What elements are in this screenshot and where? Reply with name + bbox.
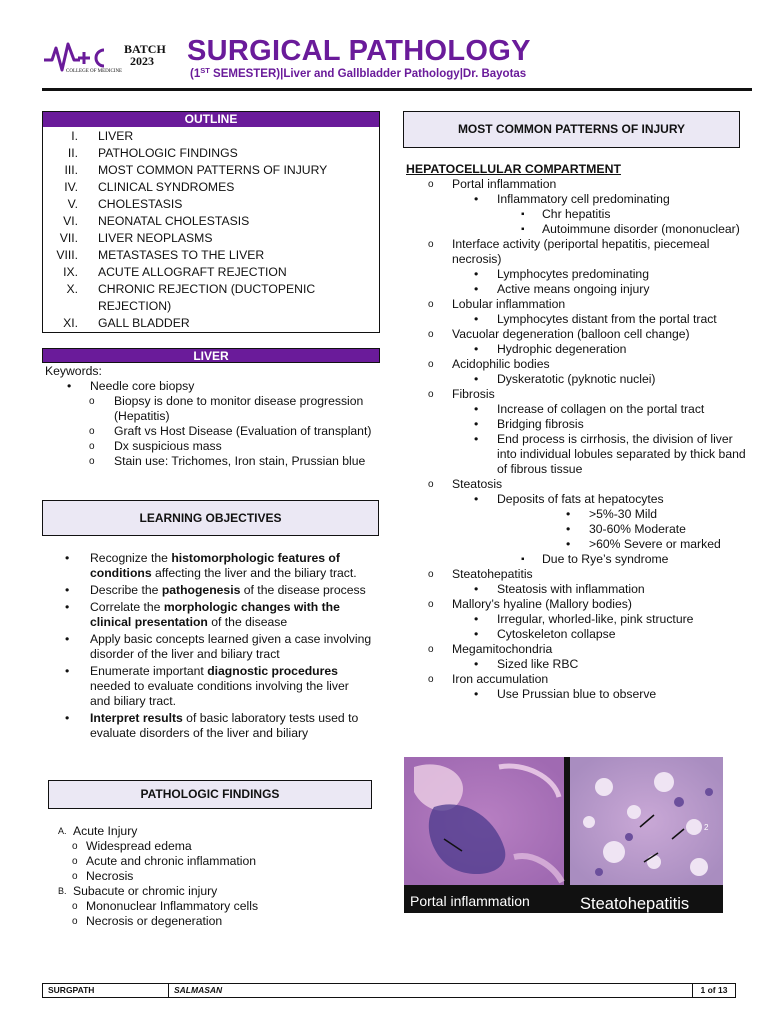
list-item: ▪ Autoimmune disorder (mononuclear) [406, 222, 746, 237]
outline-item-number: V. [67, 197, 78, 211]
micrograph-image [404, 757, 723, 913]
finding-group [58, 824, 378, 839]
objective-item [62, 600, 372, 630]
outline-item-number: II. [67, 146, 78, 160]
outline-item [43, 162, 379, 179]
outline-item [43, 230, 379, 247]
outline-item [43, 315, 379, 332]
outline-item [43, 213, 379, 230]
outline-item [43, 281, 379, 315]
logo-college: COLLEGE OF MEDICINE [66, 69, 123, 74]
outline-item-label: ACUTE ALLOGRAFT REJECTION [98, 265, 287, 279]
list-item: o Megamitochondria [406, 642, 746, 657]
objective-text: of the disease process [240, 583, 366, 597]
outline-item-label: GALL BLADDER [98, 316, 190, 330]
list-item: • Active means ongoing injury [406, 282, 746, 297]
list-item: o Dx suspicious mass [45, 439, 380, 454]
hepatocellular-heading: HEPATOCELLULAR COMPARTMENT [406, 162, 621, 176]
learning-objectives-list [62, 551, 372, 743]
list-item: o Mallory’s hyaline (Mallory bodies) [406, 597, 746, 612]
pathologic-findings-list [58, 824, 378, 929]
outline-item-label: LIVER NEOPLASMS [98, 231, 213, 245]
outline-item [43, 145, 379, 162]
objective-item [62, 551, 372, 581]
list-item: • Sized like RBC [406, 657, 746, 672]
list-item: • Needle core biopsy [45, 379, 380, 394]
list-item: o Steatohepatitis [406, 567, 746, 582]
learning-objectives-title: LEARNING OBJECTIVES [42, 500, 379, 536]
outline-item-number: IV. [64, 180, 78, 194]
page-number: 1 of 13 [700, 985, 728, 995]
list-item: • Increase of collagen on the portal tract [406, 402, 746, 417]
logo-year: 2023 [130, 54, 154, 68]
objective-text: affecting the liver and the biliary tract. [151, 566, 357, 580]
list-item: • >5%-30 Mild [406, 507, 746, 522]
list-item: • Hydrophic degeneration [406, 342, 746, 357]
list-item: o Necrosis or degeneration [58, 914, 378, 929]
logo-batch: BATCH [124, 42, 166, 56]
outline-item [43, 128, 379, 145]
list-item: o Fibrosis [406, 387, 746, 402]
outline-item-label: CHOLESTASIS [98, 197, 183, 211]
outline-item-label: CHRONIC REJECTION (DUCTOPENIC REJECTION) [98, 282, 316, 313]
objective-text: needed to evaluate conditions involving the liver and biliary tract. [90, 679, 349, 708]
finding-marker: A. [58, 826, 67, 836]
objective-text: Describe the [90, 583, 162, 597]
finding-label: Acute Injury [73, 824, 138, 838]
outline-item [43, 196, 379, 213]
list-item: o Biopsy is done to monitor disease progression (Hepatitis) [45, 394, 380, 424]
objective-text: Recognize the [90, 551, 172, 565]
list-item: o Portal inflammation [406, 177, 746, 192]
list-item: • Steatosis with inflammation [406, 582, 746, 597]
objective-emphasis: histomorphologic features of conditions [90, 551, 340, 580]
list-item: • Dyskeratotic (pyknotic nuclei) [406, 372, 746, 387]
outline-item-label: MOST COMMON PATTERNS OF INJURY [98, 163, 328, 177]
outline-item [43, 247, 379, 264]
objective-emphasis: diagnostic procedures [207, 664, 338, 678]
list-item: o Widespread edema [58, 839, 378, 854]
list-item: o Mononuclear Inflammatory cells [58, 899, 378, 914]
histology-micrograph [404, 757, 723, 913]
objective-text: of the disease [207, 615, 288, 629]
liver-title: LIVER [42, 348, 380, 363]
objective-item [62, 583, 372, 598]
finding-marker: B. [58, 886, 67, 896]
micrograph-marker-2: 2 [704, 823, 709, 832]
batch-logo [42, 38, 172, 78]
list-item: o Acidophilic bodies [406, 357, 746, 372]
list-item: • Cytoskeleton collapse [406, 627, 746, 642]
patterns-title: MOST COMMON PATTERNS OF INJURY [403, 111, 740, 148]
outline-item [43, 264, 379, 281]
list-item: • End process is cirrhosis, the division of liver into individual lobules separated by thick band of fibrous tissue [406, 432, 746, 477]
outline-item-number: III. [64, 163, 78, 177]
list-item: ▪ Due to Rye’s syndrome [406, 552, 746, 567]
list-item: • Irregular, whorled-like, pink structure [406, 612, 746, 627]
objective-emphasis: Interpret results [90, 711, 183, 725]
objective-item [62, 664, 372, 709]
finding-label: Subacute or chromic injury [73, 884, 218, 898]
document-title: SURGICAL PATHOLOGY [187, 35, 531, 67]
list-item: • Bridging fibrosis [406, 417, 746, 432]
list-item: ▪ Chr hepatitis [406, 207, 746, 222]
objective-emphasis: morphologic changes with the clinical presentation [90, 600, 340, 629]
list-item: o Lobular inflammation [406, 297, 746, 312]
outline-item-label: LIVER [98, 129, 134, 143]
outline-item-number: VI. [63, 214, 78, 228]
list-item: • Use Prussian blue to observe [406, 687, 746, 702]
page-footer [42, 983, 736, 998]
objective-text: of basic laboratory tests used to evaluate disorders of the liver and biliary [90, 711, 359, 740]
list-item: o Necrosis [58, 869, 378, 884]
list-item: • Inflammatory cell predominating [406, 192, 746, 207]
keywords-label: Keywords: [45, 364, 102, 378]
footer-course: SURGPATH [43, 984, 169, 997]
list-item: o Stain use: Trichomes, Iron stain, Prussian blue [45, 454, 380, 469]
list-item: • >60% Severe or marked [406, 537, 746, 552]
outline-title: OUTLINE [43, 112, 379, 127]
outline-item-label: NEONATAL CHOLESTASIS [98, 214, 250, 228]
outline-item-number: VIII. [56, 248, 78, 262]
objective-emphasis: pathogenesis [161, 583, 241, 597]
list-item: • Lymphocytes predominating [406, 267, 746, 282]
objective-text: Apply basic concepts learned given a case involving disorder of the liver and biliary tract [90, 632, 372, 661]
outline-box [42, 111, 380, 333]
outline-item-number: XI. [63, 316, 78, 330]
pathologic-findings-title: PATHOLOGIC FINDINGS [48, 780, 372, 809]
outline-item-number: X. [66, 282, 78, 296]
list-item: o Interface activity (periportal hepatitis, piecemeal necrosis) [406, 237, 746, 267]
objective-text: Enumerate important [90, 664, 208, 678]
liver-section [45, 364, 380, 469]
outline-item-label: PATHOLOGIC FINDINGS [98, 146, 238, 160]
patterns-list [406, 177, 746, 702]
list-item: o Iron accumulation [406, 672, 746, 687]
list-item: o Acute and chronic inflammation [58, 854, 378, 869]
objective-item [62, 632, 372, 662]
objective-text: Correlate the [90, 600, 164, 614]
list-item: o Graft vs Host Disease (Evaluation of transplant) [45, 424, 380, 439]
list-item: • Deposits of fats at hepatocytes [406, 492, 746, 507]
document-subtitle: (1ST SEMESTER)|Liver and Gallbladder Pathology|Dr. Bayotas [190, 66, 527, 80]
outline-list [43, 127, 379, 332]
list-item: • Lymphocytes distant from the portal tract [406, 312, 746, 327]
outline-item-number: IX. [63, 265, 78, 279]
footer-transcriber: SALMASAN [169, 984, 693, 997]
outline-item-label: METASTASES TO THE LIVER [98, 248, 265, 262]
outline-item-number: I. [71, 129, 78, 143]
steatohepatitis-caption: Steatohepatitis [580, 895, 690, 913]
list-item: • 30-60% Moderate [406, 522, 746, 537]
portal-inflammation-caption: Portal inflammation [410, 893, 530, 909]
outline-item-label: CLINICAL SYNDROMES [98, 180, 235, 194]
list-item: o Vacuolar degeneration (balloon cell change) [406, 327, 746, 342]
list-item: o Steatosis [406, 477, 746, 492]
header-rule [42, 88, 752, 91]
objective-item [62, 711, 372, 741]
outline-item-number: VII. [59, 231, 78, 245]
finding-group [58, 884, 378, 899]
outline-item [43, 179, 379, 196]
